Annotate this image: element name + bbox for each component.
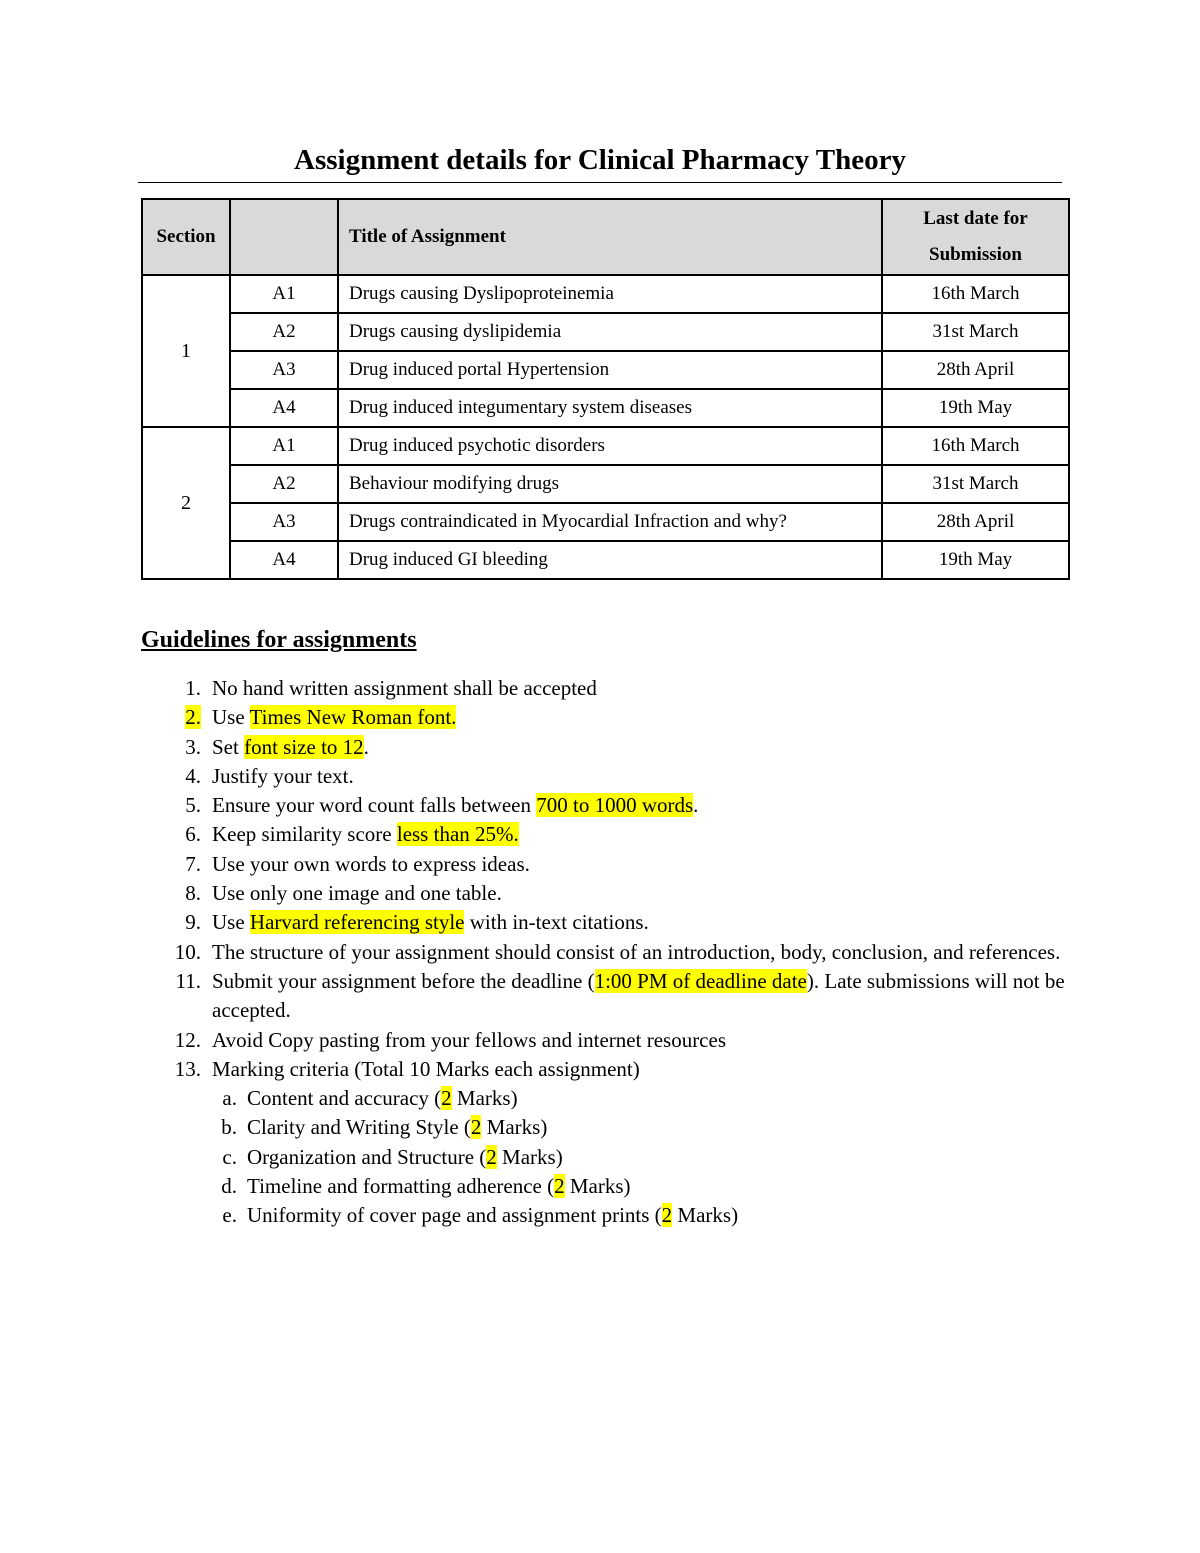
guideline-number: 1. [185, 676, 201, 700]
highlighted-text: 2 [554, 1174, 565, 1199]
table-row [142, 465, 1069, 503]
submission-date: 19th May [882, 541, 1069, 579]
guideline-item [141, 733, 1071, 762]
item-text: Marking criteria (Total 10 Marks each assignment) [212, 1056, 640, 1081]
guideline-number: 2. [185, 705, 201, 730]
highlighted-text: 700 to 1000 words [536, 793, 694, 818]
highlighted-text: less than 25%. [396, 822, 519, 847]
criteria-item [212, 1113, 1071, 1142]
criteria-item [212, 1172, 1071, 1201]
marking-criteria-list [212, 1084, 1071, 1230]
page-title: Assignment details for Clinical Pharmacy Theory [294, 144, 906, 176]
guideline-number: 11. [175, 968, 201, 993]
guidelines-heading: Guidelines for assignments [141, 627, 417, 653]
highlighted-text: Times New Roman font. [249, 705, 457, 730]
criteria-letter: b. [221, 1115, 237, 1140]
item-text: Marks) [496, 1144, 563, 1169]
header-code [230, 199, 338, 275]
item-text: . [693, 793, 699, 818]
item-text: Keep similarity score [212, 822, 397, 847]
table-row [142, 427, 1069, 465]
item-text: Set [212, 734, 245, 759]
section-number: 1 [142, 275, 230, 427]
guideline-item [141, 820, 1071, 849]
guideline-number: 3. [185, 734, 201, 759]
guideline-number: 10. [174, 939, 201, 964]
assignment-code: A2 [230, 313, 338, 351]
assignment-table [141, 198, 1070, 580]
header-last-date [882, 199, 1069, 275]
item-text: Marks) [564, 1174, 631, 1199]
table-row [142, 275, 1069, 313]
item-text: Justify your text. [212, 763, 354, 788]
guideline-number: 4. [185, 763, 201, 788]
assignment-title: Drugs contraindicated in Myocardial Infraction and why? [338, 503, 882, 541]
assignment-title: Drug induced psychotic disorders [338, 427, 882, 465]
table-header-row [142, 199, 1069, 275]
submission-date: 31st March [882, 313, 1069, 351]
header-section: Section [142, 199, 230, 275]
highlighted-text: Harvard referencing style [249, 910, 465, 935]
guideline-item [141, 1055, 1071, 1231]
assignment-title: Drugs causing dyslipidemia [338, 313, 882, 351]
title-divider [138, 182, 1062, 183]
submission-date: 28th April [882, 503, 1069, 541]
guideline-item [141, 908, 1071, 937]
guidelines-list [141, 674, 1071, 1231]
item-text: Use only one image and one table. [212, 881, 502, 906]
guideline-number: 6. [185, 822, 201, 847]
guideline-item [141, 850, 1071, 879]
header-last-date-line2: Submission [929, 244, 1022, 265]
guideline-item [141, 703, 1071, 732]
submission-date: 19th May [882, 389, 1069, 427]
criteria-item [212, 1201, 1071, 1230]
guideline-number: 12. [174, 1027, 201, 1052]
guideline-item [141, 674, 1071, 703]
guideline-number: 7. [185, 851, 201, 876]
item-text: Marks) [451, 1086, 518, 1111]
item-text: Use [212, 705, 250, 730]
guideline-item [141, 879, 1071, 908]
criteria-letter: c. [222, 1144, 237, 1169]
guideline-number: 9. [185, 910, 201, 935]
assignment-code: A3 [230, 351, 338, 389]
highlighted-text: 2 [441, 1086, 452, 1111]
item-text: Marks) [672, 1203, 739, 1228]
guideline-item [141, 791, 1071, 820]
item-text: Submit your assignment before the deadline ( [212, 968, 595, 993]
highlighted-text: 2 [661, 1203, 673, 1228]
highlighted-text: font size to 12 [244, 734, 364, 759]
item-text: Marks) [481, 1115, 548, 1140]
item-text: Timeline and formatting adherence ( [247, 1174, 555, 1199]
assignment-title: Behaviour modifying drugs [338, 465, 882, 503]
table-body [142, 275, 1069, 579]
criteria-item [212, 1143, 1071, 1172]
item-text: Use [212, 910, 250, 935]
assignment-title: Drug induced portal Hypertension [338, 351, 882, 389]
submission-date: 16th March [882, 427, 1069, 465]
assignment-code: A1 [230, 427, 338, 465]
highlighted-text: 1:00 PM of deadline date [594, 968, 807, 993]
table-row [142, 541, 1069, 579]
assignment-code: A1 [230, 275, 338, 313]
item-text: Use your own words to express ideas. [212, 851, 530, 876]
assignment-code: A4 [230, 389, 338, 427]
assignment-title: Drugs causing Dyslipoproteinemia [338, 275, 882, 313]
section-number: 2 [142, 427, 230, 579]
assignment-title: Drug induced integumentary system diseases [338, 389, 882, 427]
item-text: Ensure your word count falls between [212, 793, 537, 818]
item-text: Clarity and Writing Style ( [247, 1115, 471, 1140]
item-text: The structure of your assignment should consist of an introduction, body, conclusion, and references. [212, 939, 1061, 964]
item-text: Organization and Structure ( [247, 1144, 487, 1169]
submission-date: 31st March [882, 465, 1069, 503]
criteria-letter: a. [222, 1086, 237, 1111]
criteria-letter: e. [222, 1203, 237, 1228]
guideline-number: 13. [174, 1056, 201, 1081]
highlighted-text: 2 [486, 1144, 497, 1169]
guideline-item [141, 938, 1071, 967]
guideline-item [141, 1026, 1071, 1055]
guideline-item [141, 967, 1071, 1026]
header-title: Title of Assignment [338, 199, 882, 275]
criteria-letter: d. [221, 1174, 237, 1199]
table-row [142, 351, 1069, 389]
guideline-number: 5. [185, 793, 201, 818]
item-text: Uniformity of cover page and assignment prints ( [247, 1203, 662, 1228]
criteria-item [212, 1084, 1071, 1113]
assignment-code: A2 [230, 465, 338, 503]
assignment-code: A3 [230, 503, 338, 541]
item-text: ). Late submissions will not be accepted. [212, 968, 1065, 1023]
item-text: Content and accuracy ( [247, 1086, 442, 1111]
table-row [142, 313, 1069, 351]
guideline-item [141, 762, 1071, 791]
item-text: No hand written assignment shall be accepted [212, 676, 597, 700]
assignment-code: A4 [230, 541, 338, 579]
item-text: with in-text citations. [464, 910, 649, 935]
highlighted-text: 2 [470, 1115, 482, 1140]
guideline-number: 8. [185, 881, 201, 906]
item-text: Avoid Copy pasting from your fellows and internet resources [212, 1027, 726, 1052]
table-row [142, 503, 1069, 541]
header-last-date-line1: Last date for [923, 208, 1028, 229]
item-text: . [363, 734, 369, 759]
table-row [142, 389, 1069, 427]
submission-date: 28th April [882, 351, 1069, 389]
assignment-title: Drug induced GI bleeding [338, 541, 882, 579]
submission-date: 16th March [882, 275, 1069, 313]
